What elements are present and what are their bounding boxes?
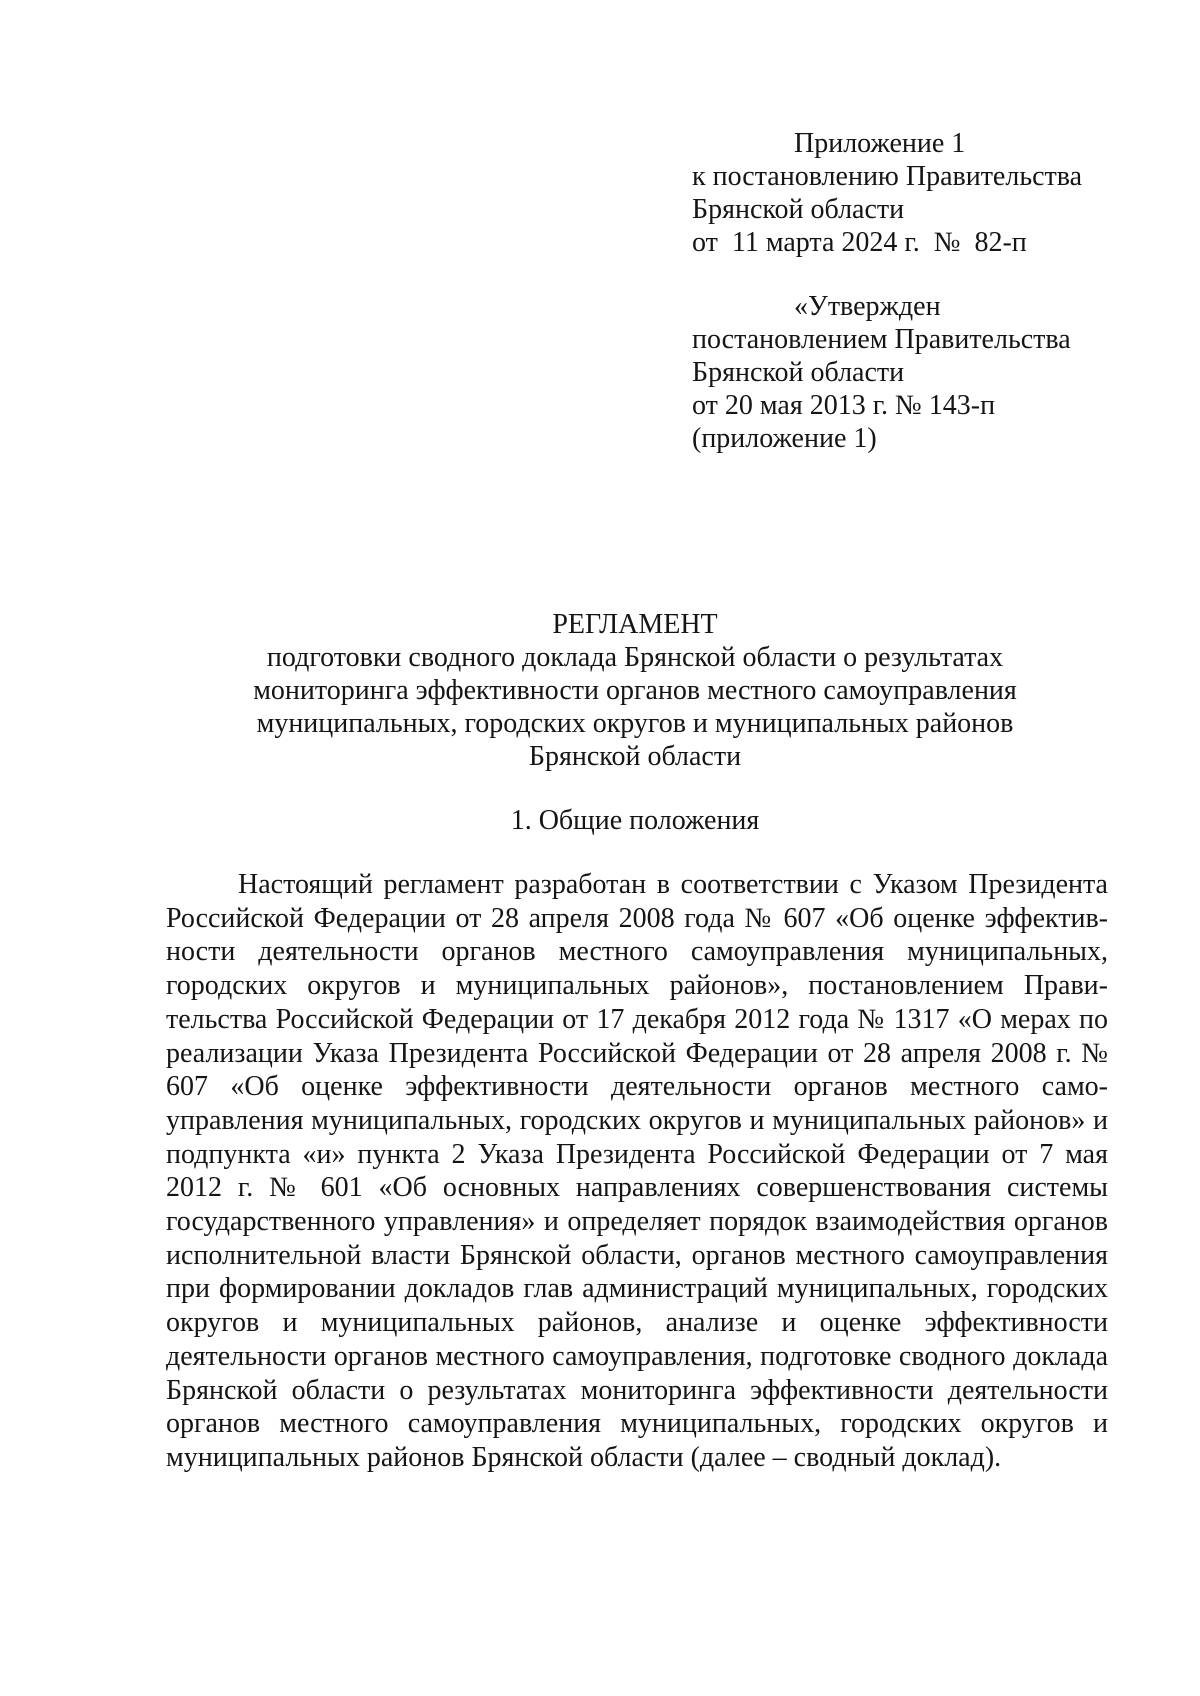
document-title [140,608,1130,773]
title-main: РЕГЛАМЕНТ [552,609,718,640]
approved-label: «Утвержден [794,291,941,322]
title-line-2: мониторинга эффективности органов местного самоуправления [253,675,1017,706]
approved-appendix-ref: (приложение 1) [692,423,877,454]
appendix-number: Приложение 1 [794,128,966,159]
section-heading: 1. Общие положения [510,805,760,836]
body-paragraph: Настоящий регламент разработан в соответствии с Указом Президента Российской Федерации от 28 апреля 2008 года № 607 «Об оценке эффективности деятельности органов местного самоуправления муниципальных, городских округов и муниципальных районов», постановлением Правительства Российской Федерации от 17 декабря 2012 года № 1317 «О мерах по реализации Указа Президента Российской Федерации от 28 апреля 2008 г. № 607 «Об оценке эффективности деятельности органов местного самоуправления муниципальных, городских округов и муниципальных районов» и подпункта «и» пункта 2 Указа Президента Российской Федерации от 7 мая 2012 г. № 601 «Об основных направлениях совершенствования системы государственного управления» и определяет порядок взаимодействия органов исполнительной власти Брянской области, органов местного самоуправления при формировании докладов глав администраций муниципальных, городских округов и муниципальных районов, анализе и оценке эффективности деятельности органов местного самоуправления, подготовке сводного доклада Брянской области о результатах мониторинга эффективности деятельности органов местного самоуправления муниципальных, городских округов и муниципальных районов Брянской области (далее – сводный доклад). [166,869,1108,1473]
title-line-3: муниципальных, городских округов и муниципальных районов [256,708,1014,739]
approved-region: Брянской области [692,357,905,388]
appendix-region: Брянской области [692,194,905,225]
title-line-1: подготовки сводного доклада Брянской области о результатах [266,642,1004,673]
appendix-reference: к постановлению Правительства [692,161,1083,192]
title-line-4: Брянской области [528,741,742,772]
approved-by: постановлением Правительства [692,324,1071,355]
approved-date-number: от 20 мая 2013 г. № 143-п [692,390,996,421]
appendix-date-number: от 11 марта 2024 г. № 82-п [692,227,1027,258]
approval-stamp [692,290,1172,455]
appendix-stamp [692,127,1172,259]
